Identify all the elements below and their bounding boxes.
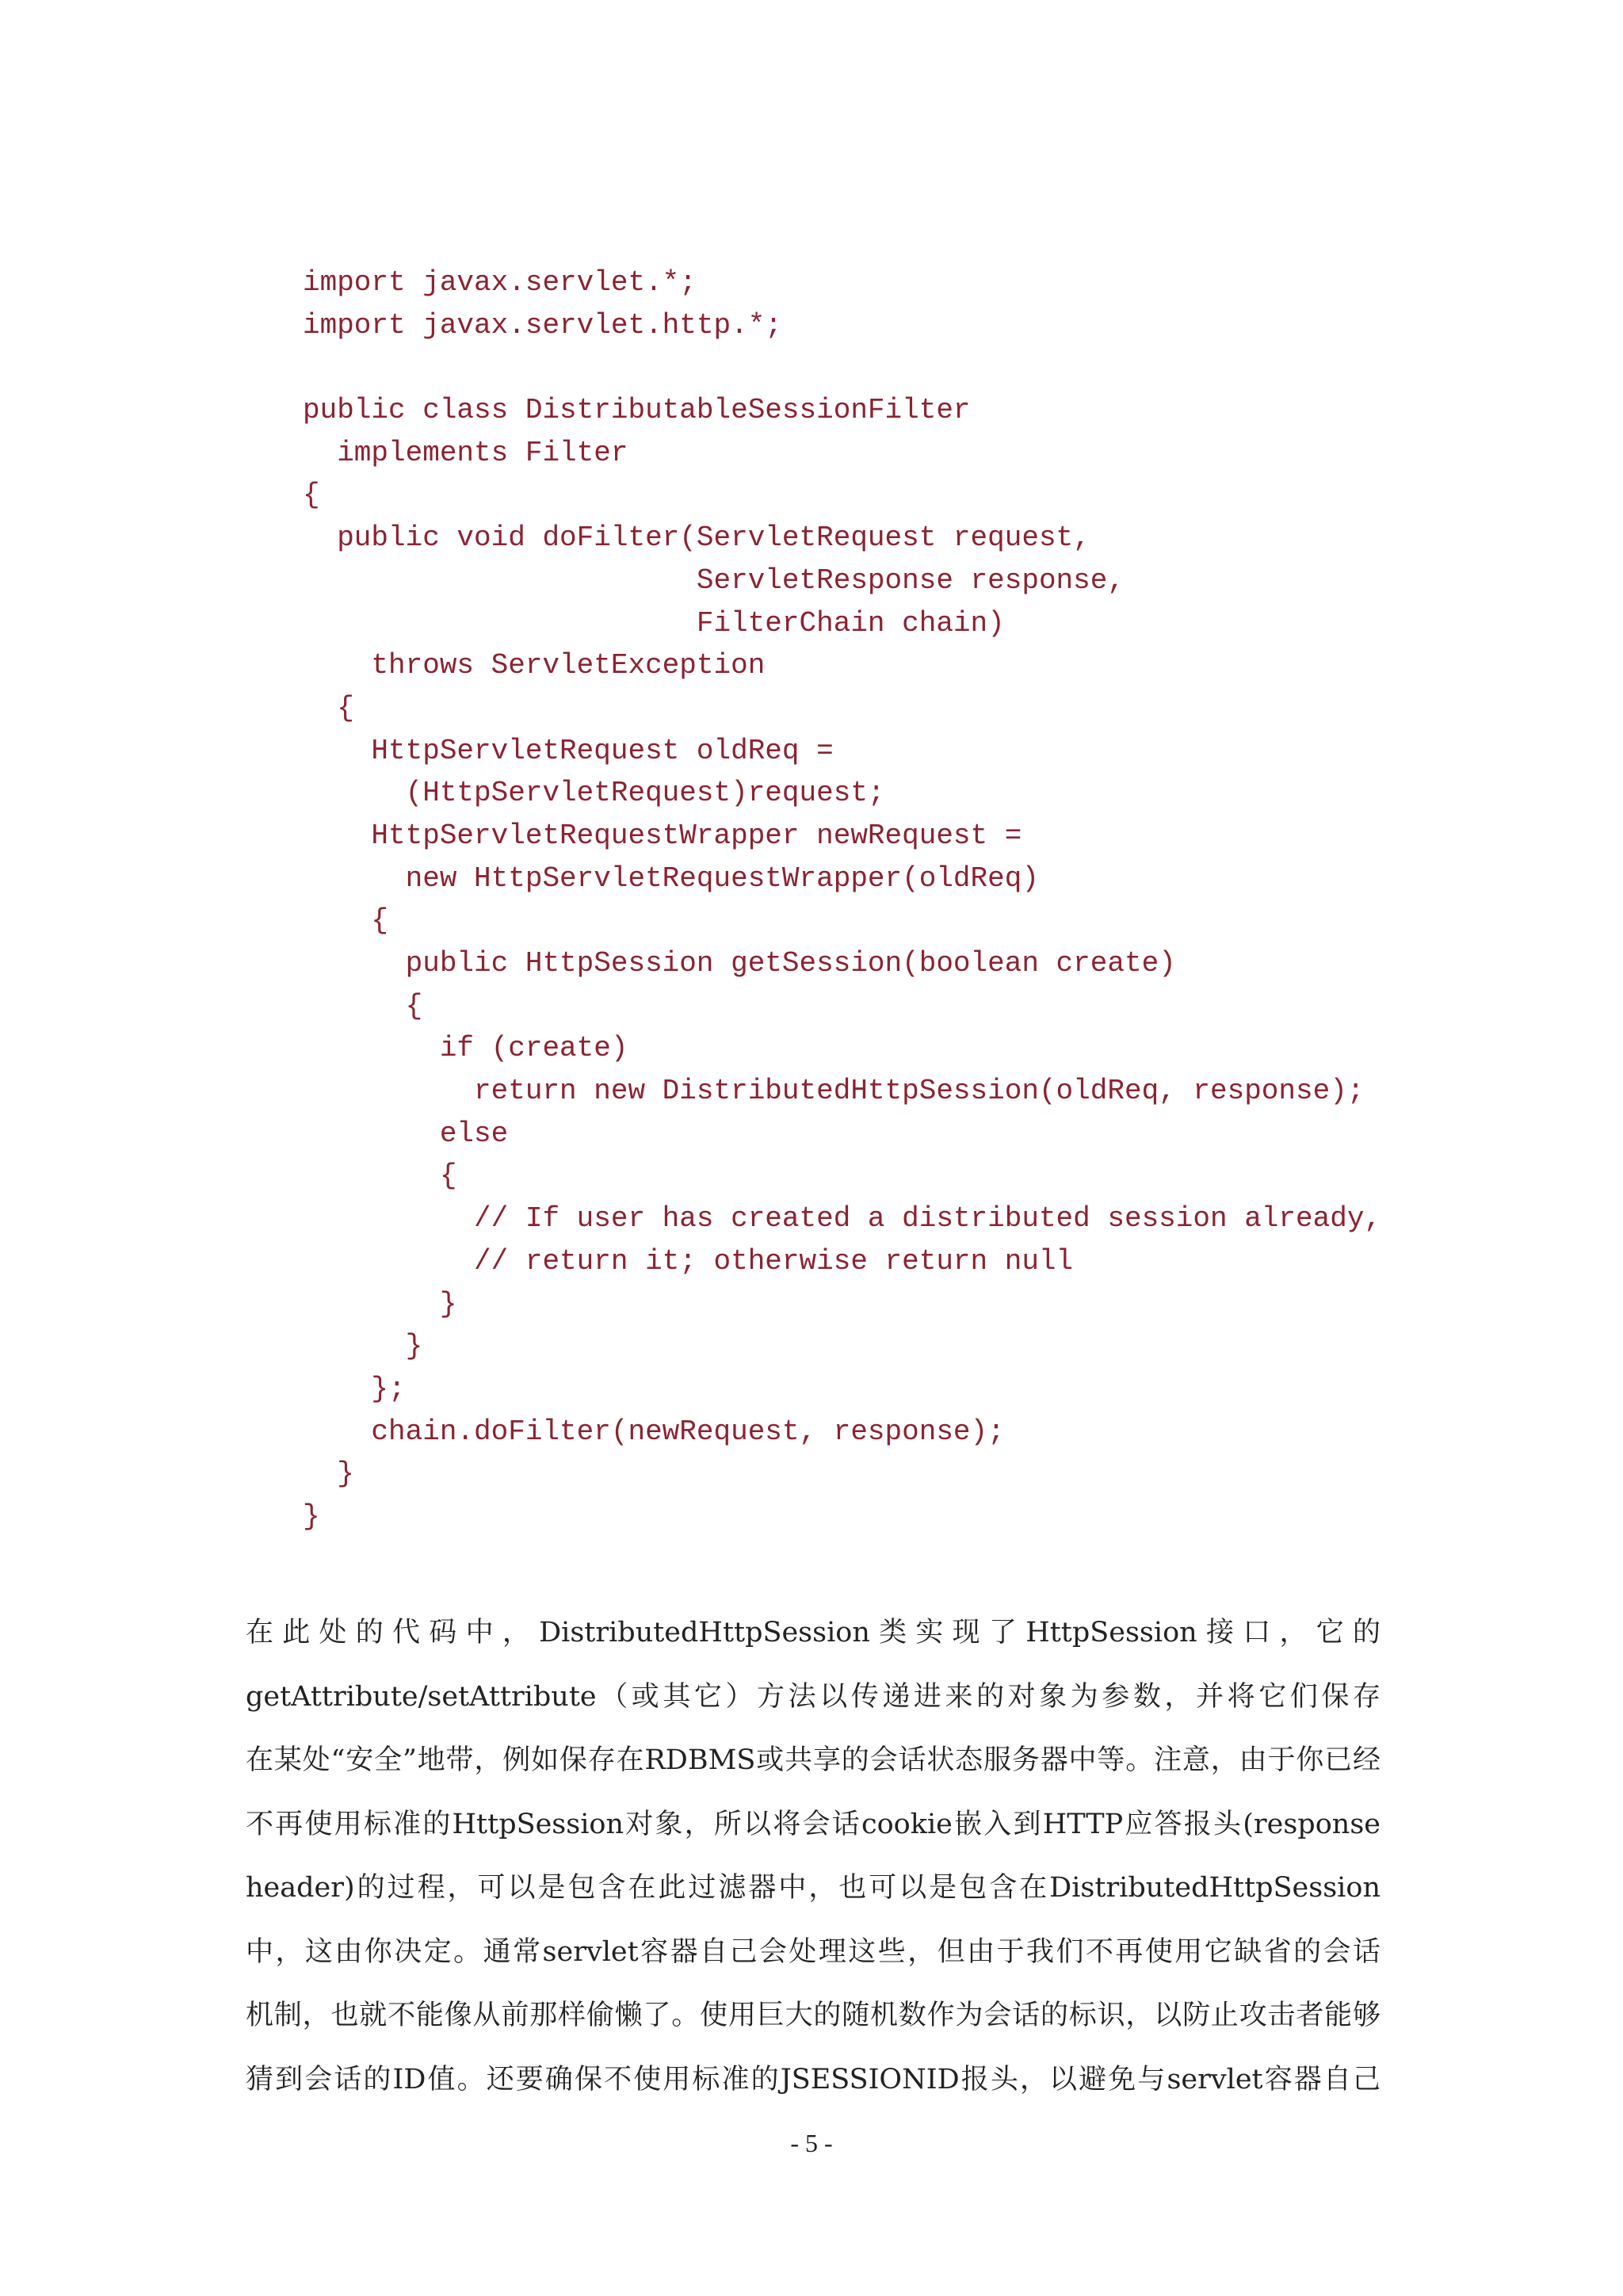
code-line: };: [303, 1372, 406, 1405]
body-paragraph: [246, 1601, 1381, 2111]
code-line: import javax.servlet.*;: [303, 266, 697, 299]
code-line: // return it; otherwise return null: [303, 1244, 1074, 1278]
paragraph-line: 中，这由你决定。通常servlet容器自己会处理这些，但由于我们不再使用它缺省的会话: [246, 1935, 1381, 1968]
code-line: {: [303, 989, 423, 1022]
code-line: {: [303, 904, 389, 938]
code-line: }: [303, 1287, 457, 1320]
code-line: public void doFilter(ServletRequest request,: [303, 521, 1090, 555]
page-number: - 5 -: [790, 2129, 833, 2157]
paragraph-line: getAttribute/setAttribute（或其它）方法以传递进来的对象为参数，并将它们保存: [246, 1680, 1381, 1713]
code-line: public HttpSession getSession(boolean create): [303, 947, 1176, 980]
code-line: // If user has created a distributed session already,: [303, 1202, 1382, 1236]
paragraph-line: 不再使用标准的HttpSession对象，所以将会话cookie嵌入到HTTP应答报头(response: [246, 1808, 1381, 1840]
code-line: }: [303, 1457, 354, 1491]
code-line: HttpServletRequestWrapper newRequest =: [303, 819, 1022, 852]
code-line: (HttpServletRequest)request;: [303, 777, 885, 810]
code-line: import javax.servlet.http.*;: [303, 308, 782, 342]
code-line: {: [303, 479, 320, 512]
code-line: }: [303, 1499, 320, 1533]
code-line: chain.doFilter(newRequest, response);: [303, 1415, 1005, 1448]
code-line: [303, 346, 1381, 389]
code-line: new HttpServletRequestWrapper(oldReq): [303, 861, 1039, 895]
code-line: implements Filter: [303, 436, 628, 469]
code-line: {: [303, 1159, 457, 1193]
paragraph-line: 猜到会话的ID值。还要确保不使用标准的JSESSIONID报头，以避免与servlet容器自己: [246, 2063, 1381, 2095]
code-line: }: [303, 1330, 423, 1363]
code-line: HttpServletRequest oldReq =: [303, 734, 834, 767]
paragraph-line: 在此处的代码中，DistributedHttpSession类实现了HttpSession接口，它的: [246, 1617, 1381, 1648]
code-line: if (create): [303, 1032, 628, 1065]
paragraph-line: 机制，也就不能像从前那样偷懒了。使用巨大的随机数作为会话的标识，以防止攻击者能够: [246, 2000, 1381, 2031]
code-line: return new DistributedHttpSession(oldReq, response);: [303, 1075, 1365, 1108]
code-line: FilterChain chain): [303, 606, 1005, 640]
code-line: ServletResponse response,: [303, 563, 1125, 597]
code-line: {: [303, 691, 354, 724]
code-line: public class DistributableSessionFilter: [303, 394, 971, 427]
paragraph-line: header)的过程，可以是包含在此过滤器中，也可以是包含在DistributedHttpSession: [246, 1872, 1381, 1904]
code-listing: [303, 262, 1381, 1538]
paragraph-line: 在某处“安全”地带，例如保存在RDBMS或共享的会话状态服务器中等。注意，由于你已经: [246, 1744, 1381, 1776]
code-line: else: [303, 1117, 509, 1150]
code-line: throws ServletException: [303, 649, 766, 682]
